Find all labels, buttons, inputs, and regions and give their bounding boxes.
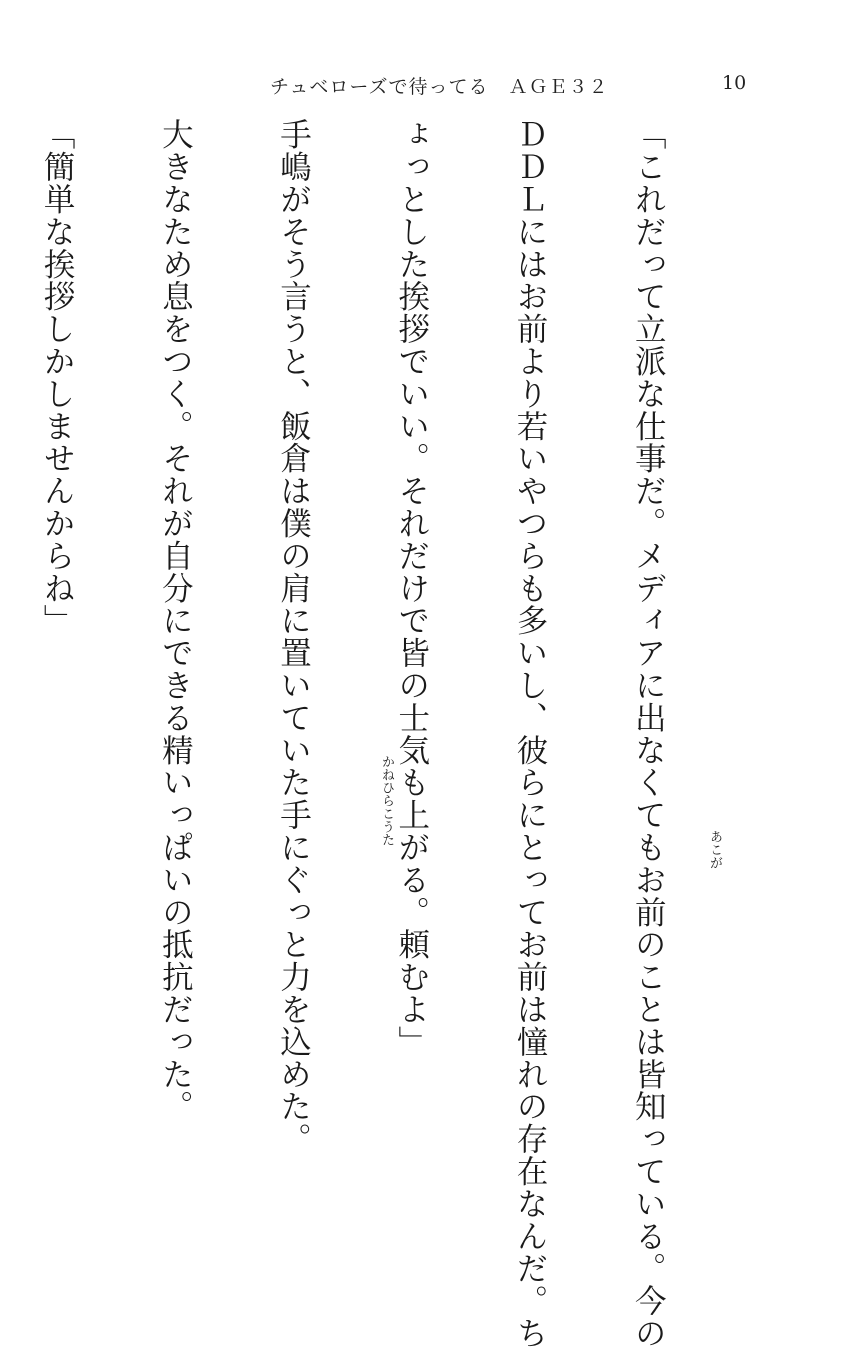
text-column: ょっとした挨拶でいい。それだけで皆の士気も上がる。頼むよ」 xyxy=(393,118,430,1058)
text-column: ＤＤＬにはお前より若いやつらも多いし、彼らにとってお前は憧れの存在なんだ。ち xyxy=(511,118,548,1349)
body-text xyxy=(0,118,746,1349)
text-column: 大きなため息をつく。それが自分にできる精いっぱいの抵抗だった。 xyxy=(157,118,194,1123)
text-column: 「簡単な挨拶しかしませんからね」 xyxy=(39,118,76,637)
text-column: 手嶋がそう言うと、飯倉は僕の肩に置いていた手にぐっと力を込めた。 xyxy=(275,118,312,1155)
running-header-title: チュベローズで待ってる ＡＧＥ３２ xyxy=(270,76,609,98)
ruby-kanehira-kouta: かねひらこうた xyxy=(379,755,394,846)
text-column: 「これだって立派な仕事だ。メディアに出なくてもお前のことは皆知っている。今の xyxy=(630,118,667,1349)
ruby-akogare: あこが xyxy=(707,830,722,869)
page-number: 10 xyxy=(722,72,747,94)
